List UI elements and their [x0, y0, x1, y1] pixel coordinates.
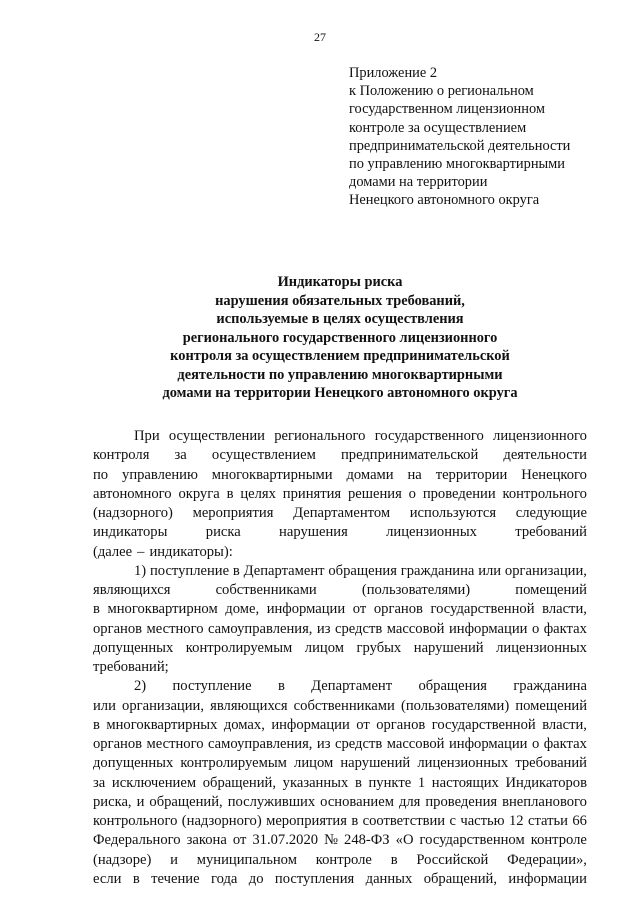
- body-line: [93, 735, 587, 754]
- body-word: нарушений: [340, 755, 411, 772]
- body-word: Федерального: [93, 832, 181, 849]
- body-word: течение: [151, 870, 200, 887]
- body-word: нарушений: [413, 639, 484, 656]
- title-line: регионального государственного лицензионного: [182, 329, 498, 346]
- body-word: Департамент: [311, 678, 393, 695]
- body-line: [93, 639, 587, 658]
- body-word: информации: [271, 716, 350, 733]
- body-word: гражданина: [513, 678, 587, 695]
- body-line: [93, 620, 587, 639]
- body-word: обращений,: [149, 793, 223, 810]
- body-word: обращений,: [423, 870, 497, 887]
- body-word: 31.07.2020: [252, 832, 319, 849]
- body-word: индикаторы: [93, 524, 168, 541]
- body-word: Индикаторов: [505, 774, 587, 791]
- body-word: допущенных: [93, 755, 174, 772]
- body-word: средств: [334, 620, 383, 637]
- body-word: в: [351, 813, 359, 829]
- body-word: 66: [572, 813, 587, 829]
- appendix-line: государственном лицензионном: [349, 101, 545, 118]
- body-line: [93, 677, 587, 696]
- body-word: органов: [93, 736, 143, 752]
- body-word: гражданина: [400, 562, 475, 579]
- body-word: риска: [205, 524, 241, 541]
- body-word: При: [134, 428, 160, 444]
- body-word: домах,: [223, 716, 265, 733]
- body-word: доме,: [225, 601, 260, 618]
- page-number: 27: [314, 30, 326, 44]
- body-line: [93, 485, 587, 504]
- body-word: осуществлением: [211, 447, 316, 464]
- body-word: Федерации»,: [507, 851, 587, 868]
- body-line: [93, 754, 587, 773]
- body-line: [93, 562, 587, 581]
- body-word: данных: [365, 870, 413, 887]
- body-word: обращения: [328, 562, 397, 579]
- body-line: [93, 774, 587, 793]
- body-word: о: [531, 620, 540, 637]
- body-word: территории: [435, 466, 508, 483]
- appendix-line: по управлению многоквартирными: [349, 156, 565, 173]
- body-word: организации,: [504, 562, 587, 579]
- body-word: в: [132, 870, 140, 887]
- body-word: (надзорного): [181, 813, 262, 829]
- body-line: [93, 812, 587, 831]
- body-word: лицензионных: [386, 524, 477, 541]
- body-word: в: [277, 678, 285, 695]
- body-word: многоквартирном: [107, 601, 218, 618]
- body-line: [93, 870, 587, 889]
- body-line: [93, 716, 587, 735]
- body-word: муниципальном: [196, 851, 297, 868]
- body-word: собственниками: [293, 697, 395, 714]
- body-word: контрольного: [502, 485, 587, 502]
- body-word: местного: [146, 620, 204, 637]
- body-word: органов: [373, 601, 423, 618]
- body-word: массовой: [386, 620, 445, 637]
- body-word: регионального: [274, 428, 366, 444]
- body-word: требований;: [93, 659, 169, 675]
- body-word: частью: [460, 813, 505, 829]
- body-word: многоквартирными: [211, 466, 333, 483]
- body-word: требований: [515, 524, 587, 541]
- body-word: и: [136, 793, 145, 810]
- body-word: обращения: [418, 678, 487, 695]
- body-word: органов: [376, 716, 426, 733]
- body-word: поступления: [274, 870, 355, 887]
- body-word: в: [93, 716, 100, 733]
- body-word: соответствии: [362, 813, 446, 829]
- body-word: контролируемым: [185, 639, 293, 656]
- body-line: [93, 523, 587, 542]
- body-word: массовой: [386, 736, 445, 752]
- body-line: [93, 851, 587, 870]
- body-word: контроле: [315, 851, 372, 868]
- body-word: из: [316, 736, 331, 752]
- appendix-line: контроле за осуществлением: [349, 119, 527, 136]
- body-word: статьи: [527, 813, 568, 829]
- body-word: лицензионных: [496, 639, 587, 656]
- body-word: Департаментом: [293, 505, 391, 521]
- body-word: (надзоре): [93, 851, 152, 868]
- body-line: [93, 793, 587, 812]
- title-line: используемые в целях осуществления: [216, 311, 464, 327]
- body-word: информации: [266, 601, 346, 618]
- body-word: (пользователями): [361, 582, 471, 598]
- body-word: по: [93, 466, 109, 483]
- appendix-line: Приложение 2: [349, 65, 438, 81]
- body-word: или: [478, 562, 502, 579]
- body-line: [93, 658, 587, 677]
- body-word: автономного: [93, 485, 172, 502]
- body-word: контролируемым: [180, 755, 287, 772]
- body-word: деятельности: [503, 447, 587, 464]
- body-word: грубых: [356, 639, 402, 656]
- body-word: поступление: [149, 562, 230, 579]
- body-word: проведении: [422, 485, 496, 502]
- body-word: мероприятия: [266, 813, 347, 829]
- body-word: исключением: [111, 774, 197, 791]
- body-word: №: [324, 832, 338, 849]
- body-word: лицом: [304, 639, 344, 656]
- body-word: лицензионных: [417, 755, 509, 772]
- body-word: настоящих: [431, 774, 499, 791]
- body-line: [93, 581, 587, 600]
- body-word: многоквартирных: [106, 716, 218, 733]
- body-word: допущенных: [93, 639, 174, 656]
- body-word: помещений: [515, 697, 587, 714]
- body-word: за: [93, 774, 106, 791]
- body-word: фактах: [543, 620, 587, 637]
- body-word: проведения: [425, 793, 498, 810]
- body-line: [93, 427, 587, 446]
- body-word: власти,: [542, 601, 587, 618]
- body-word: 2): [134, 678, 147, 695]
- body-word: Ненецкого: [521, 466, 587, 483]
- body-text: [93, 427, 587, 889]
- body-word: с: [449, 813, 456, 829]
- body-word: о: [408, 485, 416, 502]
- body-word: –: [137, 543, 145, 560]
- title-line: контроля за осуществлением предпринимательской: [170, 348, 510, 364]
- title-line: нарушения обязательных требований,: [215, 292, 465, 309]
- appendix-line: к Положению о региональном: [349, 83, 534, 100]
- body-word: если: [93, 870, 122, 887]
- body-word: в: [93, 601, 100, 618]
- body-word: собственниками: [215, 582, 317, 598]
- body-word: мероприятия: [192, 505, 274, 521]
- body-word: 1): [134, 562, 147, 579]
- body-word: Департамент: [243, 562, 325, 579]
- body-word: до: [248, 870, 264, 887]
- body-word: контрольного: [93, 813, 178, 829]
- body-word: 12: [508, 813, 524, 829]
- body-word: самоуправления,: [208, 736, 313, 752]
- body-word: государственной: [431, 716, 536, 733]
- body-word: от: [232, 832, 247, 849]
- body-word: осуществлении: [168, 428, 265, 444]
- body-word: в: [390, 851, 398, 868]
- body-word: средств: [334, 736, 383, 752]
- body-word: лицом: [294, 755, 334, 772]
- body-word: 1: [417, 774, 426, 791]
- title-line: домами на территории Ненецкого автономного округа: [162, 385, 518, 401]
- body-word: государственного: [374, 428, 484, 444]
- body-word: (пользователями): [400, 697, 510, 714]
- body-word: указанных: [282, 774, 349, 791]
- document-title: [0, 273, 640, 403]
- body-word: нарушения: [279, 524, 348, 541]
- body-word: пункте: [368, 774, 412, 791]
- body-word: государственной: [430, 601, 535, 618]
- body-word: являющихся: [93, 582, 171, 598]
- body-word: или: [93, 697, 116, 714]
- body-word: местного: [146, 736, 204, 752]
- body-word: (далее: [93, 543, 133, 560]
- body-word: информации: [448, 620, 528, 637]
- body-word: фактах: [543, 736, 587, 752]
- appendix-line: домами на территории: [349, 174, 488, 191]
- body-word: внепланового: [502, 793, 587, 810]
- body-line: [93, 446, 587, 465]
- body-word: самоуправления,: [208, 620, 313, 637]
- body-word: государственном: [419, 832, 525, 849]
- appendix-reference: [349, 64, 619, 210]
- body-word: лицензионного: [493, 428, 587, 444]
- title-line: деятельности по управлению многоквартирными: [177, 366, 503, 383]
- body-word: от: [356, 716, 370, 733]
- body-word: (надзорного): [93, 505, 173, 521]
- body-word: на: [407, 466, 422, 483]
- body-word: и: [170, 851, 178, 868]
- body-word: решения: [347, 485, 402, 502]
- body-word: используются: [409, 505, 497, 521]
- body-word: предпринимательской: [340, 447, 479, 464]
- body-word: Российской: [416, 851, 489, 868]
- body-word: принятия: [282, 485, 342, 502]
- body-word: управлению: [122, 466, 198, 483]
- body-word: в: [354, 774, 362, 791]
- body-word: органов: [93, 620, 143, 637]
- body-line: [93, 600, 587, 619]
- title-line: Индикаторы риска: [277, 274, 403, 290]
- body-word: информации: [508, 870, 587, 887]
- body-word: контроля: [93, 447, 150, 464]
- body-word: «О: [395, 832, 414, 849]
- body-word: домами: [346, 466, 394, 483]
- body-word: риска,: [93, 793, 132, 810]
- body-word: закона: [186, 832, 227, 849]
- body-word: от: [352, 601, 367, 618]
- body-word: информации: [448, 736, 528, 752]
- body-word: обращений,: [202, 774, 277, 791]
- body-word: года: [210, 870, 238, 887]
- body-line: [93, 697, 587, 716]
- body-word: являющихся: [210, 697, 288, 714]
- body-word: контроле: [530, 832, 587, 849]
- body-line: [93, 543, 587, 562]
- body-line: [93, 504, 587, 523]
- body-word: в: [226, 485, 234, 502]
- body-word: поступление: [172, 678, 252, 695]
- body-line: [93, 831, 587, 850]
- body-word: 248-ФЗ: [344, 832, 390, 849]
- body-word: о: [531, 736, 540, 752]
- body-word: помещений: [515, 582, 587, 598]
- body-word: власти,: [542, 716, 587, 733]
- body-word: основанием: [320, 793, 394, 810]
- body-word: округа: [178, 485, 220, 502]
- appendix-line: Ненецкого автономного округа: [349, 192, 540, 209]
- body-word: для: [398, 793, 421, 810]
- body-word: индикаторы):: [149, 543, 233, 560]
- body-word: следующие: [515, 505, 587, 521]
- body-word: требований: [515, 755, 587, 772]
- body-line: [93, 466, 587, 485]
- body-word: в: [232, 562, 240, 579]
- body-word: целях: [240, 485, 276, 502]
- body-word: организации,: [122, 697, 205, 714]
- body-word: послуживших: [227, 793, 316, 810]
- body-word: за: [174, 447, 187, 464]
- appendix-line: предпринимательской деятельности: [349, 137, 571, 154]
- body-word: из: [316, 620, 331, 637]
